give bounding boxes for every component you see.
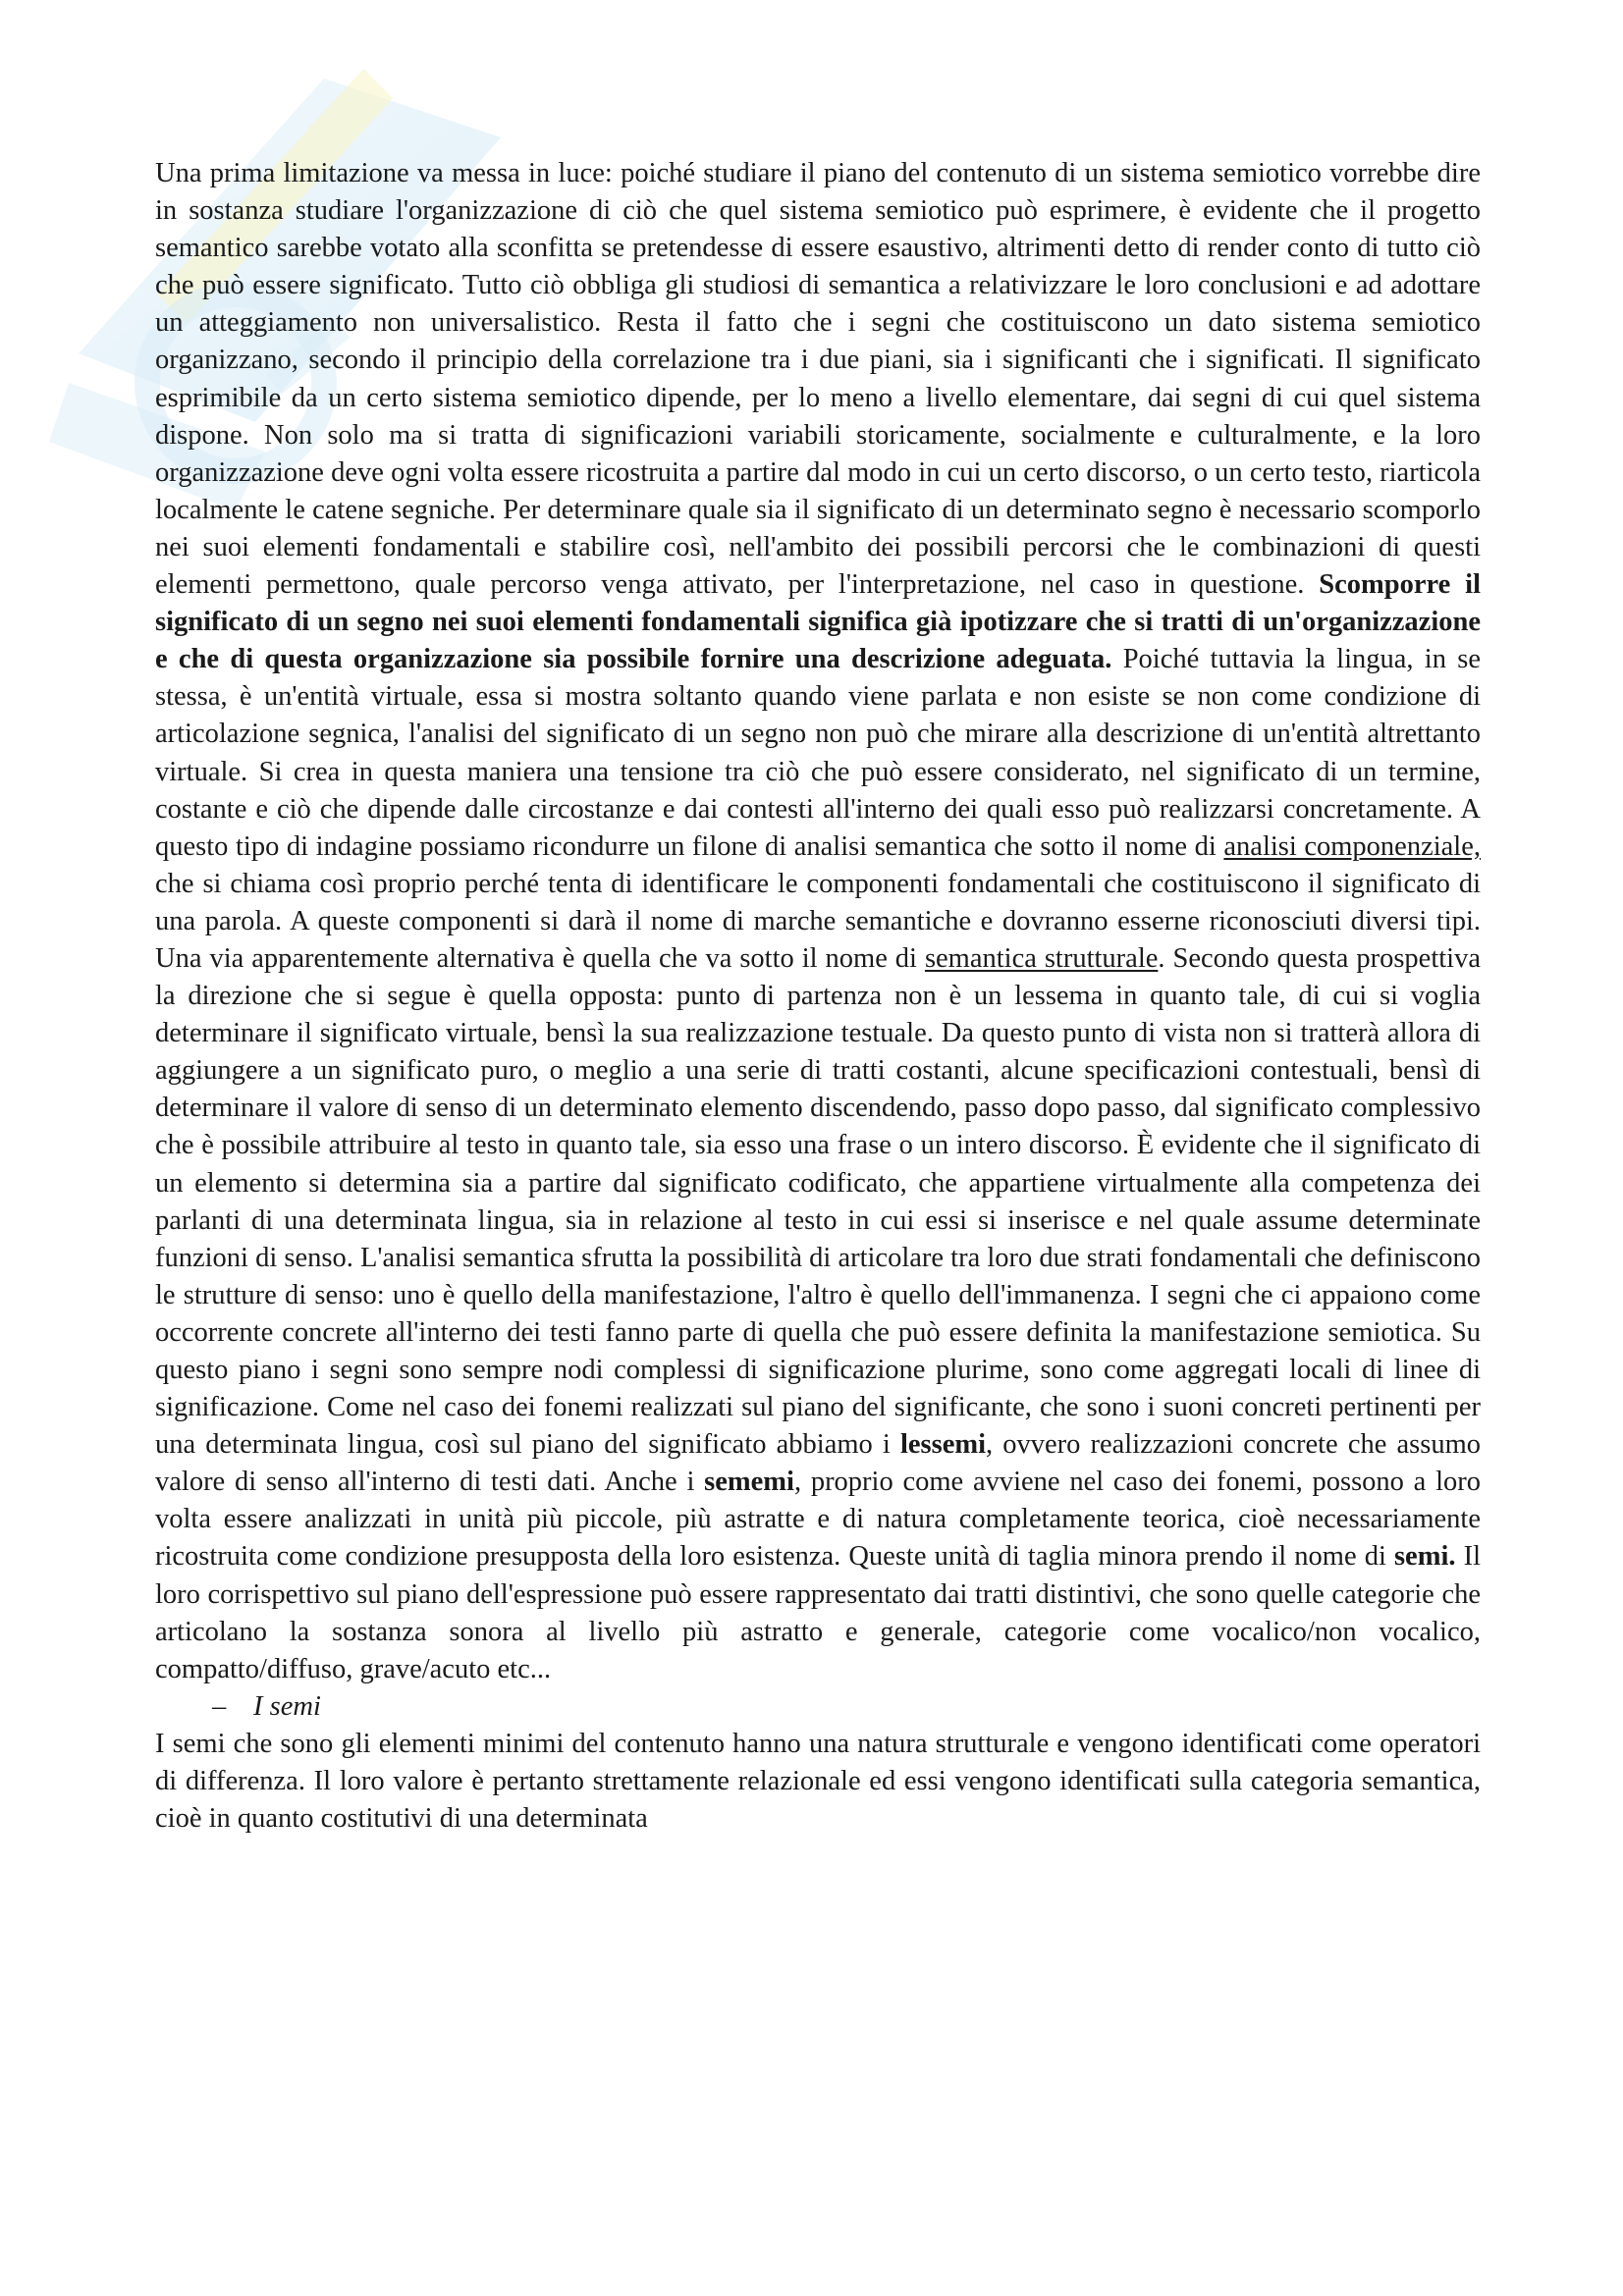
text-run: , ovvero realizzazioni concrete che assumo valore di senso all'interno di testi dati. Anche i [155,1429,1482,1498]
bold-term-sememi: sememi [704,1467,794,1498]
text-run: . Secondo questa prospettiva la direzione che si segue è quella opposta: punto di partenza non è un lessema in quanto tale, di cui si voglia determinare il significato virtuale, bensì la sua realizzazione testuale. Da questo punto di vista non si tratterà allora di aggiungere a un significato puro, o meglio a una serie di tratti costanti, alcune specificazioni contestuali, bensì di determinare il valore di senso di un determinato elemento discendendo, passo dopo passo, dal significato complessivo che è possibile attribuire al testo in quanto tale, sia esso una frase o un intero discorso. È evidente che il significato di un elemento si determina sia a partire dal significato codificato, che appartiene virtualmente alla competenza dei parlanti di una determinata lingua, sia in relazione al testo in cui essi si inserisce e nel quale assume determinate funzioni di senso. L'analisi semantica sfrutta la possibilità di articolare tra loro due strati fondamentali che definiscono le strutture di senso: uno è quello della manifestazione, l'altro è quello dell'immanenza. I segni che ci appaiono come occorrente concrete all'interno dei testi fanno parte di quella che può essere definita la manifestazione semiotica. Su questo piano i segni sono sempre nodi complessi di significazione plurime, sono come aggregati locali di linee di significazione. Come nel caso dei fonemi realizzati sul piano del significante, che sono i suoni concreti pertinenti per una determinata lingua, così sul piano del significato abbiamo i [155,942,1481,1461]
list-dash: – [212,1690,227,1722]
bold-term-lessemi: lessemi [899,1429,986,1461]
section-heading-label: I semi [253,1690,321,1722]
underlined-term-semantica-strutturale: semantica strutturale [924,942,1159,974]
paragraph-main [155,155,1481,1688]
text-run: Il loro corrispettivo sul piano dell'espressione può essere rappresentato dai tratti distintivi, che sono quelle categorie che articolano la sostanza sonora al livello più astratto e generale, categorie come vocalico/non vocalico, compatto/diffuso, grave/acuto etc... [155,1541,1481,1684]
underlined-term-analisi-componenziale: analisi componenziale, [1223,830,1481,862]
bold-run-definition: Scomporre il significato di un segno nei suoi elementi fondamentali significa già ipotizzare che si tratti di un'organizzazione e che di questa organizzazione sia possibile fornire una descrizione adeguata. [155,569,1481,675]
text-run: che si chiama così proprio perché tenta di identificare le componenti fondamentali che costituiscono il significato di una parola. A queste componenti si darà il nome di marche semantiche e dovranno esserne riconosciuti diversi tipi. Una via apparentemente alternativa è quella che va sotto il nome di [155,868,1481,974]
document-body [155,155,1481,1838]
section-heading-i-semi [155,1688,1481,1726]
text-run: Una prima limitazione va messa in luce: poiché studiare il piano del contenuto di un sistema semiotico vorrebbe dire in sostanza studiare l'organizzazione di ciò che quel sistema semiotico può esprimere, è evidente che il progetto semantico sarebbe votato alla sconfitta se pretendesse di essere esaustivo, altrimenti detto di render conto di tutto ciò che può essere significato. Tutto ciò obbliga gli studiosi di semantica a relativizzare le loro conclusioni e ad adottare un atteggiamento non universalistico. Resta il fatto che i segni che costituiscono un dato sistema semiotico organizzano, secondo il principio della correlazione tra i due piani, sia i significanti che i significati. Il significato esprimibile da un certo sistema semiotico dipende, per lo meno a livello elementare, dai segni di cui quel sistema dispone. Non solo ma si tratta di significazioni variabili storicamente, socialmente e culturalmente, e la loro organizzazione deve ogni volta essere ricostruita a partire dal modo in cui un certo discorso, o un certo testo, riarticola localmente le catene segniche. Per determinare quale sia il significato di un determinato segno è necessario scomporlo nei suoi elementi fondamentali e stabilire così, nell'ambito dei possibili percorsi che le combinazioni di questi elementi permettono, quale percorso venga attivato, per l'interpretazione, nel caso in questione. [155,158,1481,601]
text-run: , proprio come avviene nel caso dei fonemi, possono a loro volta essere analizzati in unità più piccole, più astratte e di natura completamente teorica, cioè necessariamente ricostruita come condizione presupposta della loro esistenza. Queste unità di taglia minora prendo il nome di [155,1467,1481,1573]
text-run: Poiché tuttavia la lingua, in se stessa, è un'entità virtuale, essa si mostra soltanto quando viene parlata e non esiste se non come condizione di articolazione segnica, l'analisi del significato di un segno non può che mirare alla descrizione di un'entità altrettanto virtuale. Si crea in questa maniera una tensione tra ciò che può essere considerato, nel significato di un termine, costante e ciò che dipende dalle circostanze e dai contesti all'interno dei quali esso può realizzarsi concretamente. A questo tipo di indagine possiamo ricondurre un filone di analisi semantica che sotto il nome di [155,644,1481,862]
paragraph-semi: I semi che sono gli elementi minimi del contenuto hanno una natura strutturale e vengono identificati come operatori di differenza. Il loro valore è pertanto strettamente relazionale ed essi vengono identificati sulla categoria semantica, cioè in quanto costitutivi di una determinata [155,1728,1481,1835]
bold-term-semi: semi. [1393,1541,1456,1573]
